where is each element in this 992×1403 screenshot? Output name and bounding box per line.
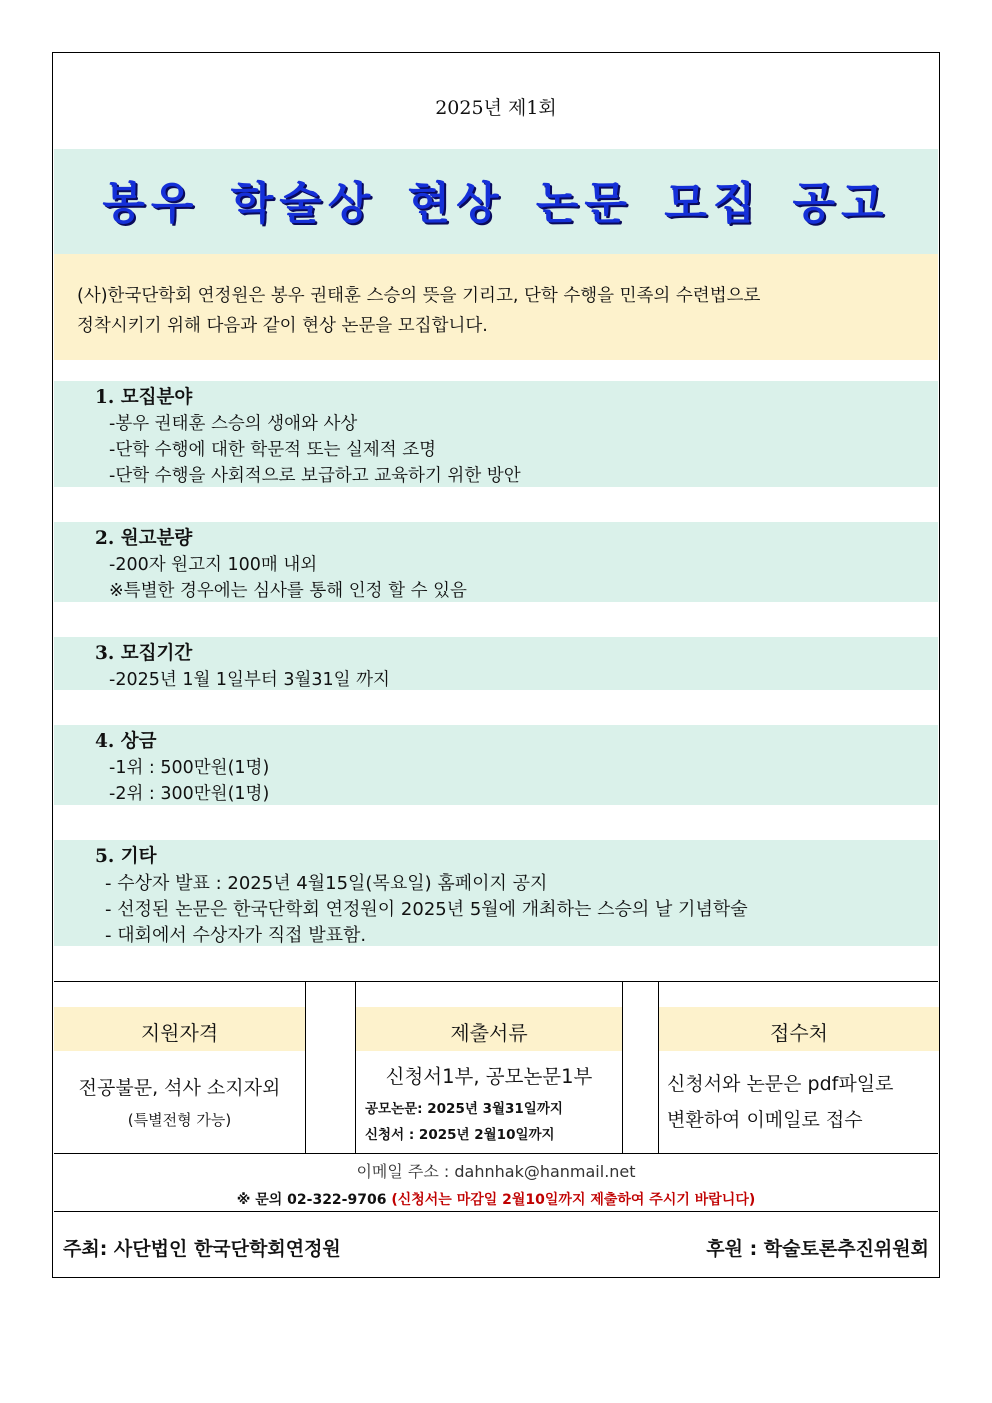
- documents-main: 신청서1부, 공모논문1부: [385, 1065, 593, 1088]
- section-3-line: -2025년 1월 1일부터 3월31일 까지: [109, 670, 390, 690]
- notice-frame: [52, 52, 940, 1278]
- table-divider: [622, 981, 623, 1153]
- sponsor: 후원 : 학술토론추진위원회: [706, 1238, 929, 1260]
- notice-title: 봉우 학술상 현상 논문 모집 공고: [102, 178, 890, 229]
- documents-application-deadline: 신청서 : 2025년 2월10일까지: [365, 1127, 555, 1143]
- section-1-line: -단학 수행에 대한 학문적 또는 실제적 조명: [109, 440, 437, 460]
- section-2-line: -200자 원고지 100매 내외: [109, 555, 318, 575]
- table-bottom-border: [54, 1153, 938, 1154]
- qualification-sub: (특별전형 가능): [127, 1111, 232, 1129]
- documents-paper-deadline: 공모논문: 2025년 3월31일까지: [365, 1101, 563, 1117]
- section-3-heading: 3. 모집기간: [95, 643, 193, 664]
- section-5-heading: 5. 기타: [95, 846, 157, 867]
- contact-email: 이메일 주소 : dahnhak@hanmail.net: [356, 1162, 636, 1181]
- submission-header: 접수처: [770, 1021, 828, 1045]
- footer-divider: [54, 1211, 938, 1212]
- section-4-heading: 4. 상금: [95, 731, 157, 752]
- host-organizer: 주최: 사단법인 한국단학회연정원: [63, 1238, 341, 1260]
- intro-line-2: 정착시키기 위해 다음과 같이 현상 논문을 모집합니다.: [77, 316, 488, 336]
- section-4-line: -2위 : 300만원(1명): [109, 784, 270, 804]
- intro-text: [77, 281, 917, 341]
- section-1-heading: 1. 모집분야: [95, 387, 193, 408]
- contact-inquiry: [53, 1189, 939, 1209]
- table-divider: [305, 981, 306, 1153]
- documents-header: 제출서류: [450, 1021, 528, 1045]
- section-4-line: -1위 : 500만원(1명): [109, 758, 270, 778]
- section-5-line: - 선정된 논문은 한국단학회 연정원이 2025년 5월에 개최하는 스승의 날 기념학술: [105, 899, 748, 920]
- qualification-header: 지원자격: [140, 1021, 219, 1045]
- section-1-line: -단학 수행을 사회적으로 보급하고 교육하기 위한 방안: [109, 466, 521, 486]
- submission-line-2: 변환하여 이메일로 접수: [667, 1109, 863, 1131]
- section-2-heading: 2. 원고분량: [95, 528, 193, 549]
- inquiry-phone: ※ 문의 02-322-9706: [236, 1192, 387, 1208]
- section-5-line: - 수상자 발표 : 2025년 4월15일(목요일) 홈페이지 공지: [105, 873, 548, 894]
- year-label: 2025년 제1회: [435, 97, 557, 119]
- table-top-border: [54, 981, 938, 982]
- submission-line-1: 신청서와 논문은 pdf파일로: [667, 1073, 894, 1095]
- inquiry-note: (신청서는 마감일 2월10일까지 제출하여 주시기 바랍니다): [391, 1192, 756, 1208]
- section-2-line: ※특별한 경우에는 심사를 통해 인정 할 수 있음: [109, 581, 467, 601]
- intro-line-1: (사)한국단학회 연정원은 봉우 권태훈 스승의 뜻을 기리고, 단학 수행을 민족의 수련법으로: [77, 286, 761, 306]
- qualification-main: 전공불문, 석사 소지자외: [78, 1077, 281, 1099]
- section-1-line: -봉우 권태훈 스승의 생애와 사상: [109, 414, 358, 434]
- section-5-line: - 대회에서 수상자가 직접 발표함.: [105, 925, 367, 946]
